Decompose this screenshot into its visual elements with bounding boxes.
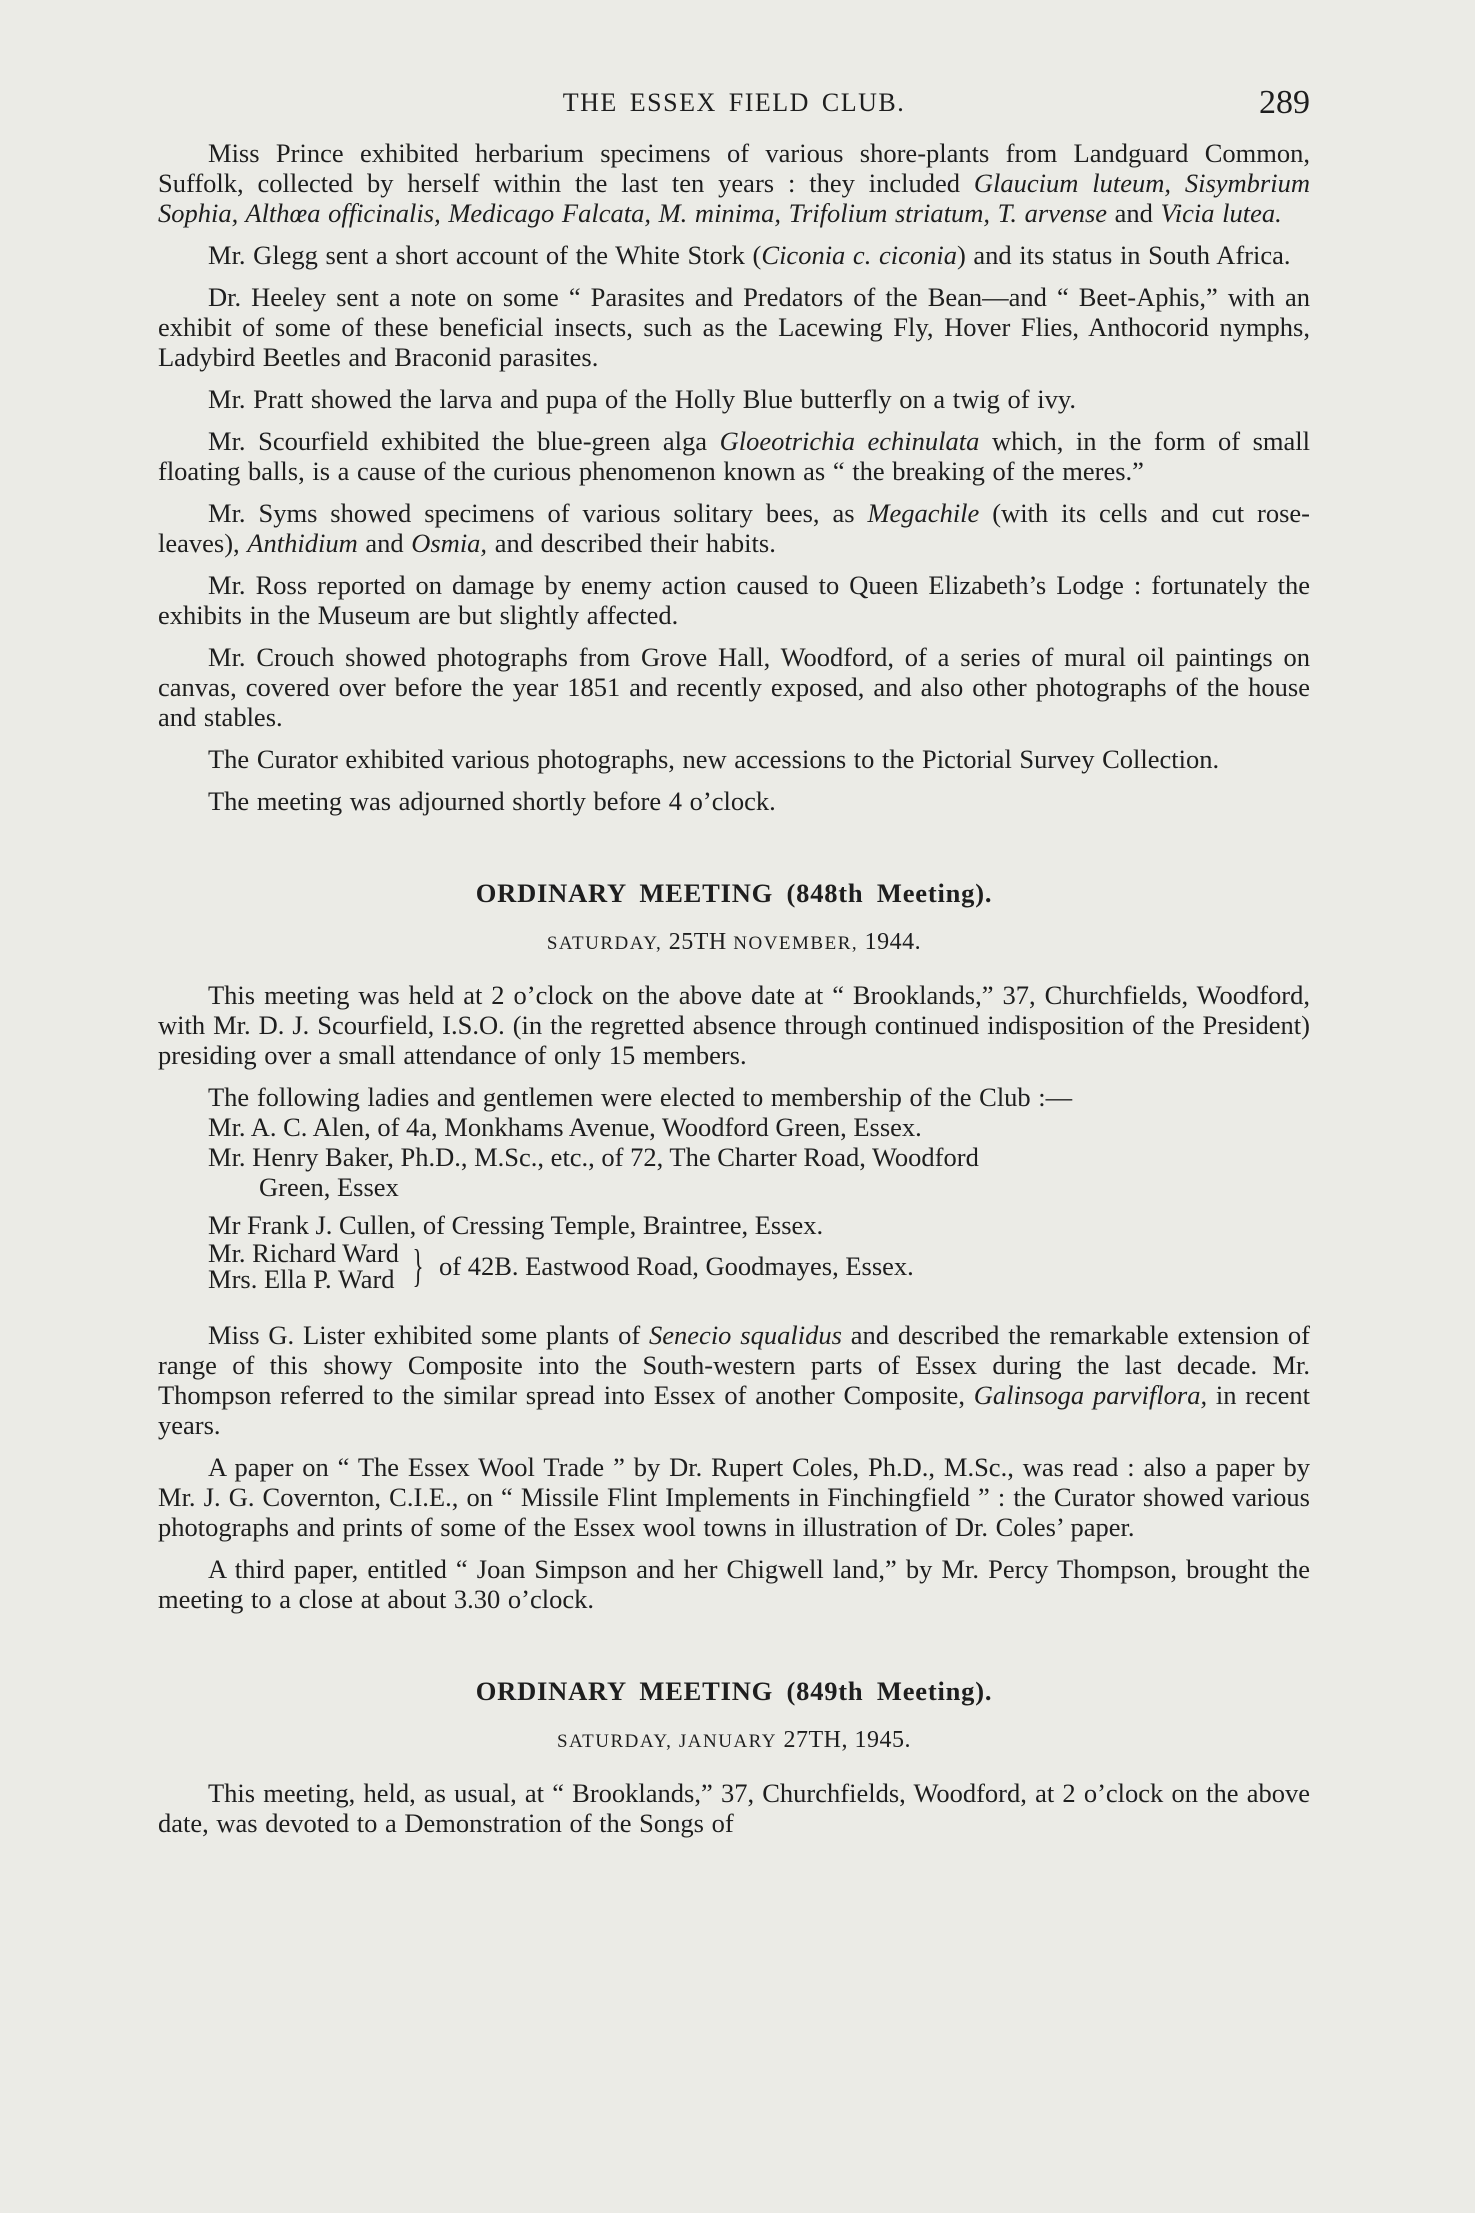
text: which, in the form of small floating balls, is a cause of the curious phenomenon known as “ the breaking of the meres.” [158,426,1310,486]
date-weekday: SATURDAY, [546,933,663,954]
text: and [1107,198,1161,228]
text: Mr. Glegg sent a short account of the White Stork ( [208,240,762,270]
text: Mr. Syms showed specimens of various solitary bees, as [208,498,868,528]
member-name: Mr. Richard Ward [208,1238,399,1268]
species-name: Gloeotrichia echinulata [719,426,980,456]
date-year: 1944. [864,929,922,955]
text: Miss G. Lister exhibited some plants of [208,1320,650,1350]
species-name: Senecio squalidus [649,1320,842,1350]
text: ) and its status in South Africa. [956,240,1291,270]
page-number: 289 [1259,84,1310,121]
genus-name: Megachile [867,498,980,528]
paragraph-elected-intro: The following ladies and gentlemen were elected to membership of the Club :— [208,1082,1073,1112]
species-names: Glaucium luteum, Sisymbrium Sophia, Althœa officinalis, Medicago Falcata, M. minima, Trifolium striatum, T. arvense [158,168,1310,228]
new-member: Mr. A. C. Alen, of 4a, Monkhams Avenue, Woodford Green, Essex. [208,1112,922,1142]
date-weekday: SATURDAY, [556,1731,673,1752]
meeting-date-849 [158,1727,1310,1754]
paragraph-papers: A paper on “ The Essex Wool Trade ” by Dr. Rupert Coles, Ph.D., M.Sc., was read : also a paper by Mr. J. G. Covernton, C.I.E., on “ Missile Flint Implements in Finchingfield ” : the Curator showed various photographs and prints of some of the Essex wool towns in illustration of Dr. Coles’ paper. [158,1452,1310,1542]
running-head [158,84,1310,132]
text: Mr. Scourfield exhibited the blue-green alga [208,426,720,456]
date-day: 25TH [668,929,727,955]
paragraph-meeting-849-intro: This meeting, held, as usual, at “ Brooklands,” 37, Churchfields, Woodford, at 2 o’clock on the above date, was devoted to a Demonstration of the Songs of [158,1778,1310,1838]
text: and described the remarkable extension of range of this showy Composite into the South-western parts of Essex during the last decade. Mr. Thompson referred to the similar spread into Essex of another Composite, [158,1320,1310,1410]
new-member [158,1142,1310,1202]
date-day: 27TH, [783,1727,849,1753]
species-name: Ciconia c. ciconia [761,240,957,270]
paragraph-curator: The Curator exhibited various photographs, new accessions to the Pictorial Survey Collection. [208,744,1220,774]
member-text: Green, Essex [259,1172,399,1202]
section-gap [158,828,1310,878]
section-heading-848: ORDINARY MEETING (848th Meeting). [475,878,993,908]
text: and described their habits. [487,528,776,558]
paragraph-scourfield [158,426,1310,486]
paragraph-adjourned: The meeting was adjourned shortly before 4 o’clock. [208,786,776,816]
paragraph-syms [158,498,1310,558]
running-title: THE ESSEX FIELD CLUB. [562,88,906,117]
text: in recent years. [158,1380,1311,1440]
text: (with its cells and cut rose-leaves), [158,498,1310,558]
paragraph-lister [158,1320,1310,1440]
paragraph-third-paper: A third paper, entitled “ Joan Simpson and her Chigwell land,” by Mr. Percy Thompson, brought the meeting to a close at about 3.30 o’clock. [158,1554,1310,1614]
meeting-date-848 [158,929,1310,956]
paragraph-crouch: Mr. Crouch showed photographs from Grove Hall, Woodford, of a series of mural oil paintings on canvas, covered over before the year 1851 and recently exposed, and also other photographs of the house and stables. [158,642,1310,732]
member-text: Mr. Henry Baker, Ph.D., M.Sc., etc., of 72, The Charter Road, Woodford [208,1142,979,1172]
paragraph-prince [158,138,1310,228]
genus-name: Osmia, [411,528,488,558]
date-month: NOVEMBER, [733,933,859,954]
paragraph-meeting-848-intro: This meeting was held at 2 o’clock on the above date at “ Brooklands,” 37, Churchfields, Woodford, with Mr. D. J. Scourfield, I.S.O. (in the regretted absence through continued indisposition of the President) presiding over a small attendance of only 15 members. [158,980,1310,1070]
paragraph-heeley: Dr. Heeley sent a note on some “ Parasites and Predators of the Bean—and “ Beet-Aphis,” with an exhibit of some of these beneficial insects, such as the Lacewing Fly, Hover Flies, Anthocorid nymphs, Ladybird Beetles and Braconid parasites. [158,282,1310,372]
species-name: Galinsoga parviflora, [973,1380,1208,1410]
new-member-group [158,1240,1310,1292]
paragraph-pratt: Mr. Pratt showed the larva and pupa of the Holly Blue butterfly on a twig of ivy. [208,384,1076,414]
text: Miss Prince exhibited herbarium specimens of various shore-plants from Landguard Common, Suffolk, collected by herself within the last ten years : they included [158,138,1310,198]
species-name: Vicia lutea. [1160,198,1282,228]
genus-name: Anthidium [247,528,358,558]
member-address: of 42B. Eastwood Road, Goodmayes, Essex. [439,1250,914,1281]
date-year: 1945. [854,1727,912,1753]
paragraph-glegg [158,240,1310,270]
section-heading-849: ORDINARY MEETING (849th Meeting). [475,1676,993,1706]
member-names [208,1240,399,1292]
brace-glyph: } [412,1240,424,1291]
text: and [357,528,412,558]
paragraph-ross: Mr. Ross reported on damage by enemy action caused to Queen Elizabeth’s Lodge : fortunately the exhibits in the Museum are but slightly affected. [158,570,1310,630]
section-gap [158,1626,1310,1676]
member-name: Mrs. Ella P. Ward [208,1264,395,1294]
date-month: JANUARY [678,1731,778,1752]
new-member: Mr Frank J. Cullen, of Cressing Temple, Braintree, Essex. [208,1210,824,1240]
